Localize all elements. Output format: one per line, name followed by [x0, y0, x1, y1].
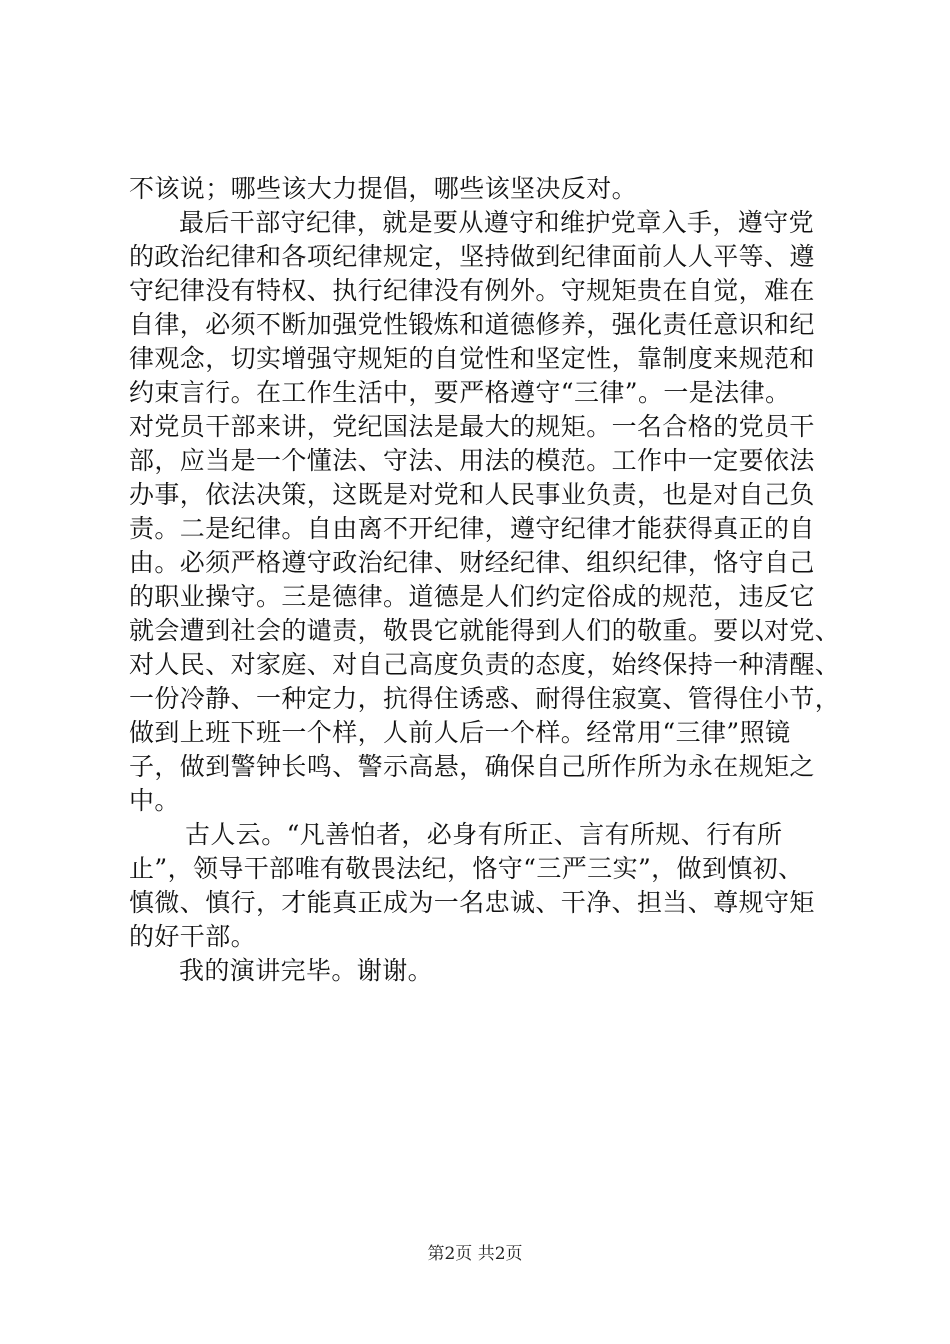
- text-line: 的好干部。: [129, 922, 257, 951]
- text-line: 一份冷静、一种定力，抗得住诱惑、耐得住寂寞、管得住小节，: [129, 684, 841, 713]
- text-line: 就会遭到社会的谴责，敬畏它就能得到人们的敬重。要以对党、: [129, 616, 841, 645]
- text-line: 止”，领导干部唯有敬畏法纪，恪守“三严三实”，做到慎初、: [129, 854, 804, 883]
- page-number: 第2页 共2页: [427, 1244, 523, 1264]
- text-line: 的职业操守。三是德律。道德是人们约定俗成的规范，违反它: [129, 582, 815, 611]
- text-line: 的政治纪律和各项纪律规定，坚持做到纪律面前人人平等、遵: [129, 242, 815, 271]
- text-line: 子，做到警钟长鸣、警示高悬，确保自己所作所为永在规矩之: [129, 752, 815, 781]
- text-line: 约束言行。在工作生活中，要严格遵守“三律”。一是法律。: [129, 378, 791, 407]
- text-line: 不该说；哪些该大力提倡，哪些该坚决反对。: [129, 174, 638, 203]
- page-footer: [0, 1243, 950, 1265]
- closing-line: 我的演讲完毕。谢谢。: [179, 956, 434, 985]
- text-line: 做到上班下班一个样，人前人后一个样。经常用“三律”照镜: [129, 718, 791, 747]
- text-line: 慎微、慎行，才能真正成为一名忠诚、干净、担当、尊规守矩: [129, 888, 815, 917]
- text-line: 对党员干部来讲，党纪国法是最大的规矩。一名合格的党员干: [129, 412, 815, 441]
- text-line: 律观念，切实增强守规矩的自觉性和坚定性，靠制度来规范和: [129, 344, 815, 373]
- text-line: 对人民、对家庭、对自己高度负责的态度，始终保持一种清醒、: [129, 650, 841, 679]
- document-body: [129, 172, 841, 988]
- paragraph-start-line: 古人云。“凡善怕者，必身有所正、言有所规、行有所: [185, 820, 783, 849]
- text-line: 责。二是纪律。自由离不开纪律，遵守纪律才能获得真正的自: [129, 514, 815, 543]
- text-line: 守纪律没有特权、执行纪律没有例外。守规矩贵在自觉，难在: [129, 276, 815, 305]
- text-line: 办事，依法决策，这既是对党和人民事业负责，也是对自己负: [129, 480, 815, 509]
- paragraph-start-line: 最后干部守纪律，就是要从遵守和维护党章入手，遵守党: [179, 208, 815, 237]
- text-line: 部，应当是一个懂法、守法、用法的模范。工作中一定要依法: [129, 446, 815, 475]
- text-line: 中。: [129, 786, 180, 815]
- text-line: 自律，必须不断加强党性锻炼和道德修养，强化责任意识和纪: [129, 310, 815, 339]
- text-line: 由。必须严格遵守政治纪律、财经纪律、组织纪律，恪守自己: [129, 548, 815, 577]
